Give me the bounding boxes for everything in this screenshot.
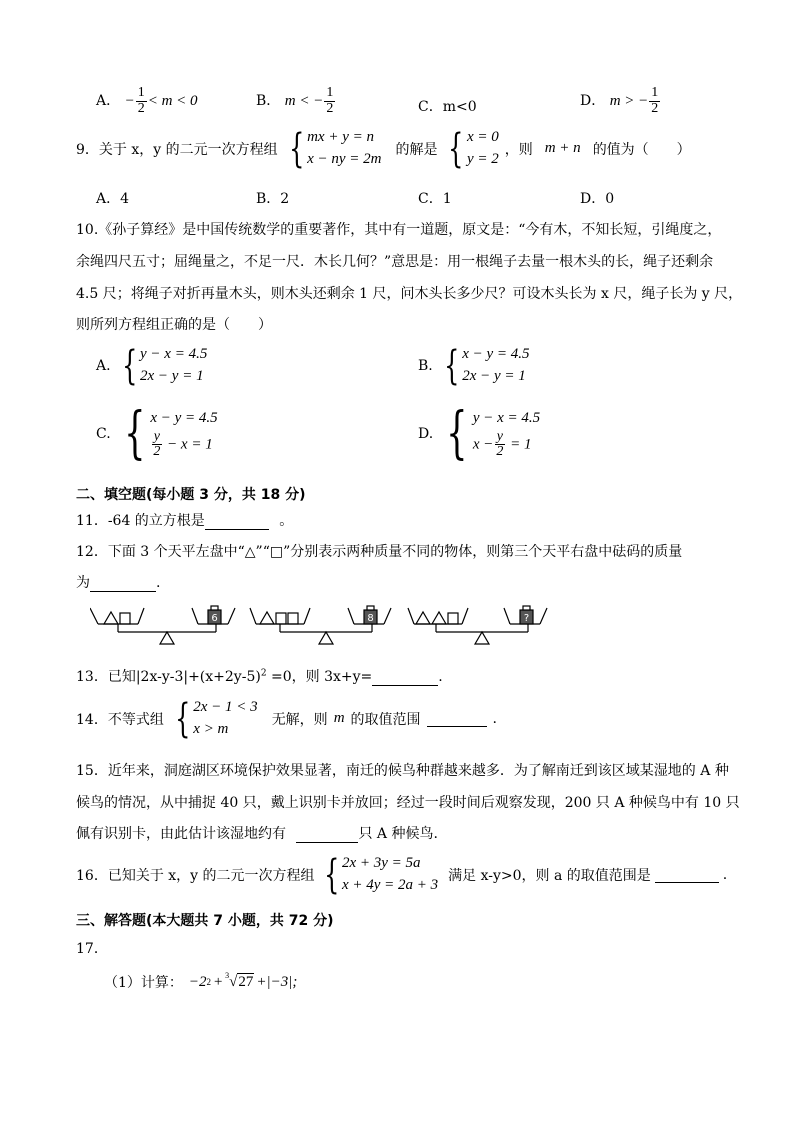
equation-system: { mx + y = n x − ny = 2m <box>288 125 382 172</box>
q9-option-d: D．0 <box>580 191 615 207</box>
q8-option-b: B． m < − $\frac{1}{2}$ <box>256 85 334 116</box>
q9-option-c: C．1 <box>418 191 452 207</box>
q10-option-d: D. { y − x = 4.5 x − $\frac{y}{2}$ = 1 <box>418 401 541 466</box>
question-17-part-1: （1）计算： −2 2 + $^3$√27 +|−3|; <box>104 971 298 991</box>
question-12-line: 为 . <box>76 575 161 591</box>
weight-label-3: ? <box>523 613 530 624</box>
balance-scale-3 <box>408 606 547 644</box>
section-3-heading: 三、解答题(本大题共 7 小题，共 72 分) <box>76 913 334 929</box>
fraction: $\frac{1}{2}$ <box>137 85 145 116</box>
question-11: 11．-64 的立方根是 。 <box>76 513 294 529</box>
q10-option-c: C. { x − y = 4.5 $\frac{y}{2}$ − x = 1 <box>96 401 218 466</box>
question-10-line: 余绳四尺五寸；屈绳量之，不足一尺．木长几何？”意思是：用一根绳子去量一根木头的长，绳子还剩余 <box>76 254 714 270</box>
q10-option-b: B. { x − y = 4.5 2x − y = 1 <box>418 342 530 389</box>
weight-label-2: 8 <box>367 613 374 624</box>
q9-option-a: A．4 <box>96 191 130 207</box>
question-16: 16．已知关于 x，y 的二元一次方程组 { 2x + 3y = 5a x + 4y = 2a + 3 满足 x-y>0，则 a 的取值范围是 . <box>76 851 728 898</box>
balance-scale-1 <box>90 606 235 644</box>
question-10-line: 4.5 尺；将绳子对折再量木头，则木头还剩余 1 尺，问木头长多少尺？可设木头长为 x 尺，绳子长为 y 尺， <box>76 286 743 302</box>
question-10-line: 10.《孙子算经》是中国传统数学的重要著作，其中有一道题，原文是：“今有木，不知长短，引绳度之， <box>76 222 722 238</box>
section-2-heading: 二、填空题(每小题 3 分，共 18 分) <box>76 487 306 503</box>
q8-option-c: C．m<0 <box>418 99 477 115</box>
answer-blank[interactable] <box>372 669 438 686</box>
question-9: 9．关于 x，y 的二元一次方程组 { mx + y = n x − ny = 2m 的解是 { x = 0 y = 2 ，则 m + n 的值为（ ） <box>76 125 691 172</box>
inequality-system: { 2x − 1 < 3 x > m <box>174 695 258 742</box>
q8-option-a: A． − $\frac{1}{2}$ < m < 0 <box>96 85 198 116</box>
q10-option-a: A. { y − x = 4.5 2x − y = 1 <box>96 342 208 389</box>
solution-system: { x = 0 y = 2 <box>448 125 499 172</box>
question-10-line: 则所列方程组正确的是（ ） <box>76 317 272 333</box>
balance-scale-2 <box>250 606 391 644</box>
answer-blank[interactable] <box>205 513 269 530</box>
question-13: 13．已知$|2x-y-3|+(x+2y-5)^2 =0$，则 3x+y= . <box>76 668 443 685</box>
balance-scales-figure <box>90 600 560 656</box>
equation-system: { 2x + 3y = 5a x + 4y = 2a + 3 <box>323 851 439 898</box>
q9-option-b: B．2 <box>256 191 290 207</box>
question-12-line: 12．下面 3 个天平左盘中“△”“□”分别表示两种质量不同的物体，则第三个天平右盘中砝码的质量 <box>76 544 683 560</box>
answer-blank[interactable] <box>90 575 156 592</box>
question-14: 14．不等式组 { 2x − 1 < 3 x > m 无解，则 m 的取值范围 . <box>76 695 497 742</box>
question-15-line: 候鸟的情况，从中捕捉 40 只，戴上识别卡并放回；经过一段时间后观察发现，200 只 A 种候鸟中有 10 只 <box>76 795 740 811</box>
q8-option-d: D． m > − $\frac{1}{2}$ <box>580 85 659 116</box>
weight-label-1: 6 <box>211 613 218 624</box>
fraction: $\frac{1}{2}$ <box>651 85 659 116</box>
cube-root: $^3$√27 <box>225 971 254 990</box>
answer-blank[interactable] <box>655 866 719 883</box>
question-15-line: 佩有识别卡，由此估计该湿地约有 只 A 种候鸟. <box>76 826 438 842</box>
answer-blank[interactable] <box>427 710 487 727</box>
answer-blank[interactable] <box>296 826 358 843</box>
question-15-line: 15．近年来，洞庭湖区环境保护效果显著，南迁的候鸟种群越来越多．为了解南迁到该区域某湿地的 A 种 <box>76 763 729 779</box>
fraction: $\frac{1}{2}$ <box>326 85 334 116</box>
question-17-number: 17． <box>76 941 108 957</box>
